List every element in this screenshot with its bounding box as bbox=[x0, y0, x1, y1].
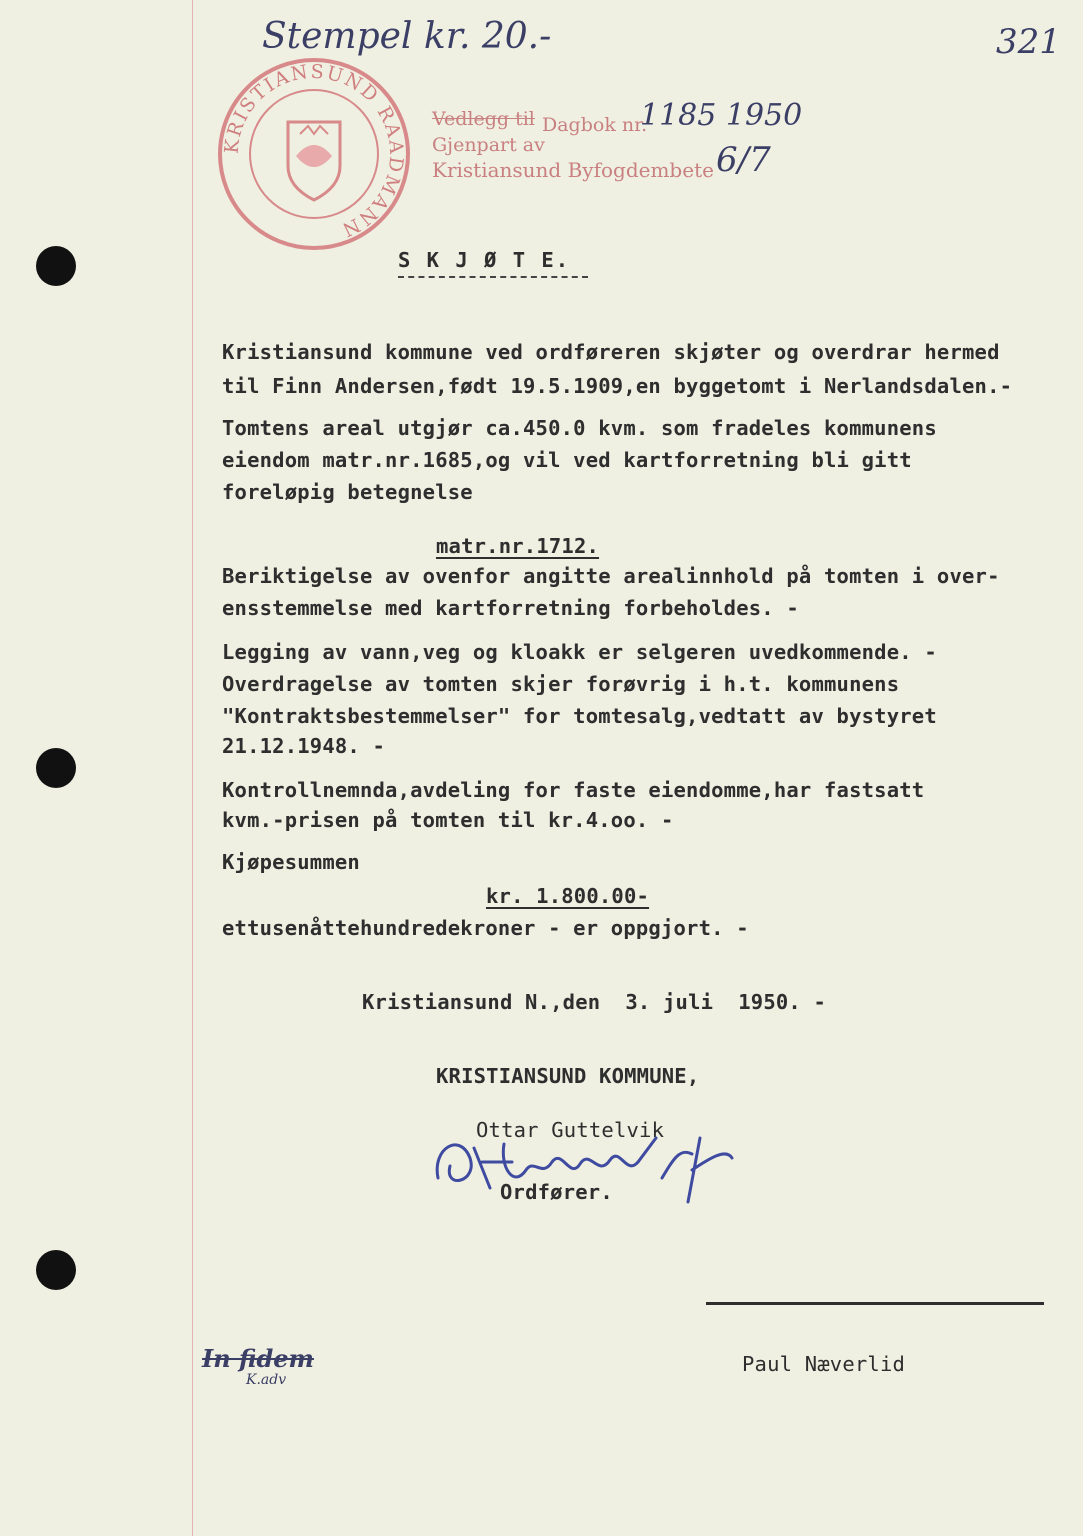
punch-hole bbox=[36, 748, 76, 788]
body-line: Kristiansund kommune ved ordføreren skjøter og overdrar hermed bbox=[222, 340, 1000, 364]
body-line: til Finn Andersen,født 19.5.1909,en byggetomt i Nerlandsdalen.- bbox=[222, 374, 1013, 398]
signer-title: Ordfører. bbox=[500, 1180, 613, 1204]
body-line: Beriktigelse av ovenfor angitte arealinnhold på tomten i over- bbox=[222, 564, 1000, 588]
gjenpart-label: Gjenpart av bbox=[432, 134, 545, 156]
page-number: 321 bbox=[996, 22, 1061, 62]
body-line: Tomtens areal utgjør ca.450.0 kvm. som fradeles kommunens bbox=[222, 416, 937, 440]
signature-line bbox=[706, 1302, 1044, 1305]
date-note: 6/7 bbox=[716, 140, 771, 180]
body-line: ensstemmelse med kartforretning forbeholdes. - bbox=[222, 596, 799, 620]
title-underline bbox=[398, 276, 588, 278]
body-line: Overdragelse av tomten skjer forøvrig i h.t. kommunens bbox=[222, 672, 900, 696]
body-line: Kontrollnemnda,avdeling for faste eiendomme,har fastsatt bbox=[222, 778, 925, 802]
body-line: eiendom matr.nr.1685,og vil ved kartforretning bli gitt bbox=[222, 448, 912, 472]
signer-name: Ottar Guttelvik bbox=[476, 1118, 665, 1142]
seal-text: KRISTIANSUND RAADMANN bbox=[220, 60, 408, 242]
in-fidem-sub: K.adv bbox=[246, 1372, 287, 1388]
signer-org: KRISTIANSUND KOMMUNE, bbox=[436, 1064, 700, 1088]
purchase-amount: kr. 1.800.00- bbox=[486, 884, 650, 908]
vedlegg-label: Vedlegg til bbox=[432, 108, 535, 130]
witness-name: Paul Næverlid bbox=[742, 1352, 906, 1376]
stempel-note: Stempel kr. 20.- bbox=[262, 16, 552, 57]
body-line: kvm.-prisen på tomten til kr.4.oo. - bbox=[222, 808, 674, 832]
punch-hole bbox=[36, 1250, 76, 1290]
margin-line bbox=[192, 0, 193, 1536]
body-line: 21.12.1948. - bbox=[222, 734, 386, 758]
punch-hole bbox=[36, 246, 76, 286]
municipal-seal-icon bbox=[216, 56, 412, 252]
in-fidem-stamp: In fidem bbox=[202, 1344, 314, 1373]
matr-nr: matr.nr.1712. bbox=[436, 534, 600, 558]
document-title: S K J Ø T E. bbox=[398, 248, 571, 272]
body-line: foreløpig betegnelse bbox=[222, 480, 473, 504]
dagbok-number: 1185 1950 bbox=[640, 98, 803, 133]
body-line: Kjøpesummen bbox=[222, 850, 360, 874]
office-label: Kristiansund Byfogdembete bbox=[432, 158, 714, 182]
place-date: Kristiansund N.,den 3. juli 1950. - bbox=[362, 990, 827, 1014]
body-line: "Kontraktsbestemmelser" for tomtesalg,vedtatt av bystyret bbox=[222, 704, 937, 728]
body-line: ettusenåttehundredekroner - er oppgjort. - bbox=[222, 916, 749, 940]
body-line: Legging av vann,veg og kloakk er selgeren uvedkommende. - bbox=[222, 640, 937, 664]
dagbok-label: Dagbok nr. bbox=[542, 114, 648, 136]
